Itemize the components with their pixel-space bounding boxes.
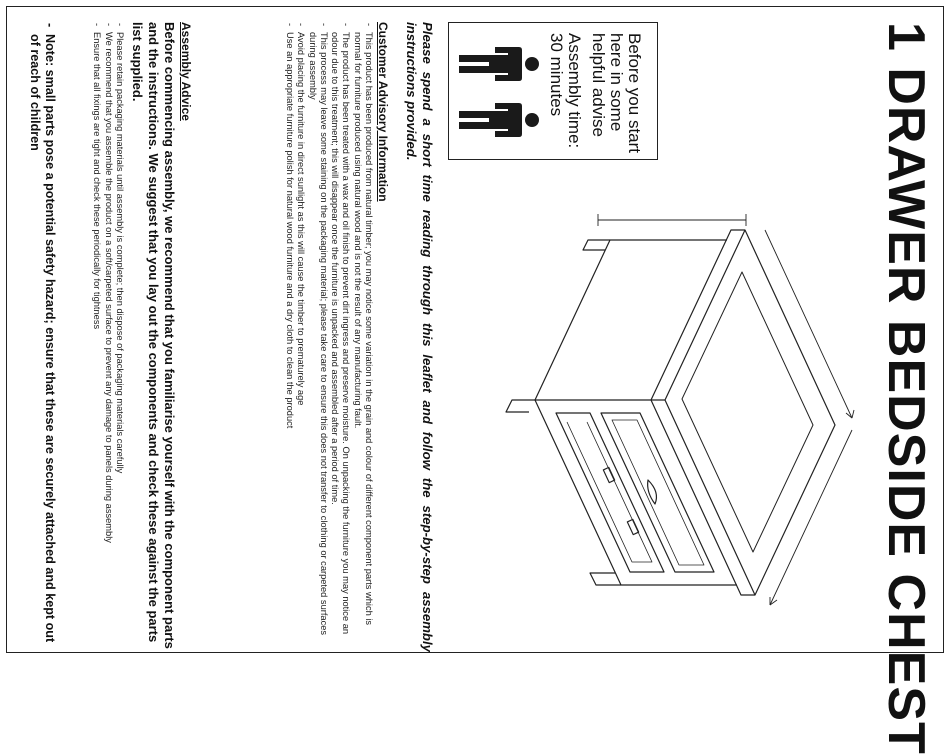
chest-top-edge xyxy=(651,230,745,400)
assembly-time-label: Assembly time: xyxy=(565,33,584,149)
notice-line: helpful advise xyxy=(589,33,608,137)
list-item: - We recommend that you assemble the product on a soft/carpeted surface to prevent any damage to panels during assembly xyxy=(102,22,113,652)
chest-side xyxy=(535,240,727,400)
assembly-advice-list xyxy=(91,22,125,652)
list-item: - Ensure that all fixings are tight and check these periodically for tightness xyxy=(91,22,102,652)
drawer-front xyxy=(601,413,714,572)
customer-advisory-heading: Customer Advisory Information xyxy=(376,22,390,202)
notice-box xyxy=(448,22,658,160)
notice-line: here in some xyxy=(607,33,626,132)
document-title: 1 DRAWER BEDSIDE CHEST xyxy=(877,22,935,755)
intro-paragraph: Please spend a short time reading through this leaflet and follow the step-by-step assembly instructions provided. xyxy=(404,22,435,652)
customer-advisory-list xyxy=(284,22,374,652)
bedside-chest-drawing xyxy=(455,190,930,645)
assembly-advice-heading: Assembly Advice xyxy=(179,22,193,121)
assembly-time-value: 30 minutes xyxy=(547,33,566,117)
list-item: - This process may leave some staining on the packaging material; please take care to ensure this does not transfer to clothing or carpeted surfaces during assembly xyxy=(306,22,329,652)
list-item: - Please retain packaging materials until assembly is complete; then dispose of packaging materials carefully xyxy=(114,22,125,652)
list-item: - Avoid placing the furniture in direct sunlight as this will cause the timber to prematurely age xyxy=(295,22,306,652)
assembly-advice-section xyxy=(91,22,193,652)
assembly-advice-lead: Before commencing assembly, we recommend that you familiarise yourself with the component parts and the instructions. We suggest that you lay out the components and check these against the parts list supplied. xyxy=(130,22,177,649)
chest-top xyxy=(665,230,835,595)
notice-line: Before you start xyxy=(625,33,644,154)
list-item: - This product has been produced from natural timber; you may notice some variation in the grain and colour of different component parts which is normal for furniture produced using natural wood and is not the result of any manufacturing fault. xyxy=(351,22,374,652)
notice-text xyxy=(547,33,643,153)
list-item: - The product has been treated with a wax and oil finish to prevent dirt ingress and preserve moisture. On unpacking the furniture you may notice an odour due to this treatment; this will disappear once the furniture is unpacked and assembled after a period of time. xyxy=(329,22,352,652)
list-item: - Use an appropriate furniture polish for natural wood furniture and a dry cloth to clean the product xyxy=(284,22,295,652)
customer-advisory-section xyxy=(284,22,390,652)
two-person-icon xyxy=(457,37,541,147)
safety-note: - Note: small parts pose a potential safety hazard; ensure that these are securely attached and kept out of reach of children xyxy=(27,22,57,652)
